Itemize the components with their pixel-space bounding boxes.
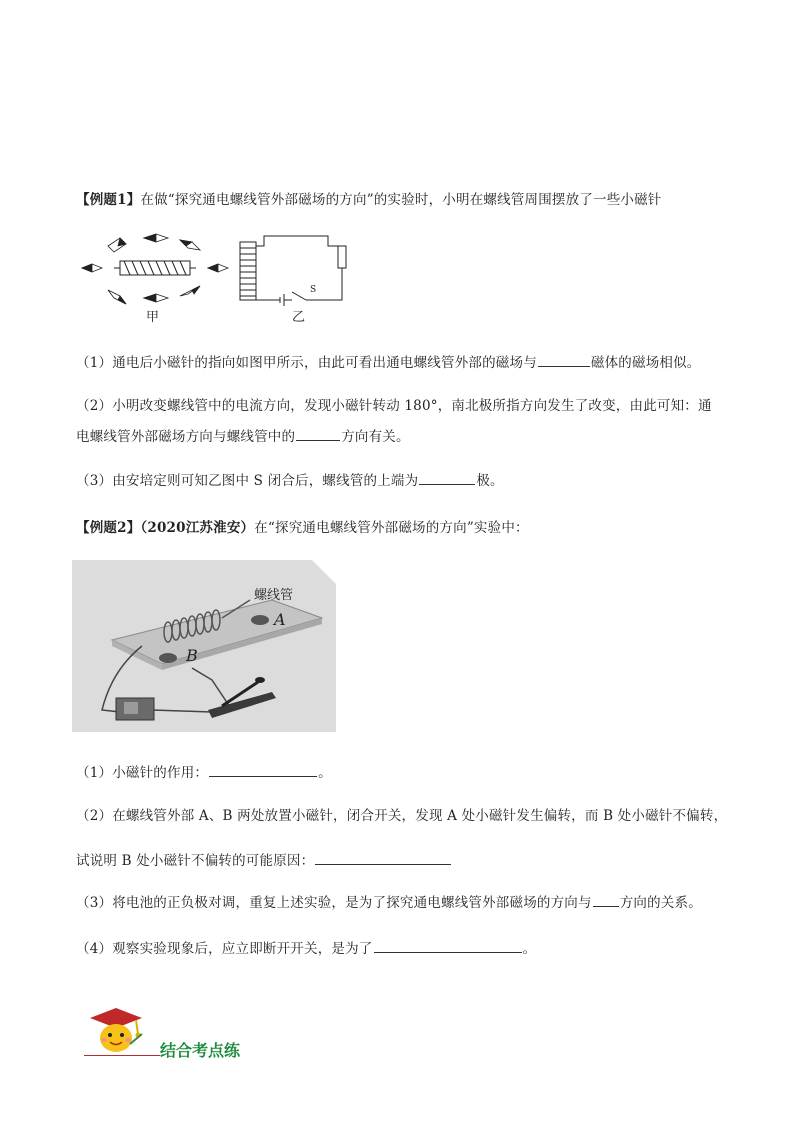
compass-a-label: A [274,610,286,629]
example1-tag: 【例题1】 [76,192,141,208]
example1-q3-blank[interactable] [419,470,475,485]
figure-jia-label: 甲 [146,310,160,325]
example2-q4-post: 。 [522,941,537,957]
example1-q3-post: 极。 [476,473,504,489]
example2-q3-blank[interactable] [593,892,619,907]
example1-title-text: 在做“探究通电螺线管外部磁场的方向”的实验时，小明在螺线管周围摆放了一些小磁针 [140,192,662,208]
example2-q4-pre: （4）观察实验现象后，应立即断开开关，是为了 [76,941,373,957]
example2-q3-pre: （3）将电池的正负极对调，重复上述实验，是为了探究通电螺线管外部磁场的方向与 [76,895,592,911]
section-title: 结合考点练 [160,1041,241,1060]
example2-q2-line2 [76,850,452,871]
example2-tag: 【例题2】 [76,520,141,536]
figure-yi-label: 乙 [292,310,306,325]
example2-q2-line1: （2）在螺线管外部 A、B 两处放置小磁针，闭合开关，发现 A 处小磁针发生偏转，而 B 处小磁针不偏转， [76,808,728,824]
example1-q1-pre: （1）通电后小磁针的指向如图甲所示，由此可看出通电螺线管外部的磁场与 [76,355,537,371]
example1-q2-line1: （2）小明改变螺线管中的电流方向，发现小磁针转动 180°，南北极所指方向发生了改变，由此可知：通 [76,398,712,414]
example2-q4-blank[interactable] [374,938,522,953]
coil-label: 螺线管 [254,588,294,603]
compass-b-label: B [186,646,198,665]
example1-q3-pre: （3）由安培定则可知乙图中 S 闭合后，螺线管的上端为 [76,473,419,489]
example1-q1-blank[interactable] [538,352,590,367]
example2-q1 [76,762,332,783]
example1-q2-post: 方向有关。 [341,429,410,445]
example2-source: （2020江苏淮安） [140,520,255,536]
mascot-graduate-icon [84,1004,148,1056]
example2-q2-pre: 试说明 B 处小磁针不偏转的可能原因： [76,853,315,869]
example2-title [76,518,529,538]
example2-q1-pre: （1）小磁针的作用： [76,765,209,781]
example2-q1-post: 。 [318,765,332,781]
example2-q3-post: 方向的关系。 [619,895,702,911]
example1-q2-pre: 电螺线管外部磁场方向与螺线管中的 [76,429,296,445]
example2-q3 [76,892,702,913]
example1-q2-blank[interactable] [296,426,340,441]
example1-q3 [76,470,504,491]
experiment-photo-drawing [72,560,336,732]
example1-q2-line2 [76,426,410,447]
example2-q2-blank[interactable] [315,850,451,865]
example2-q4 [76,938,536,959]
example2-q1-blank[interactable] [209,762,317,777]
section-underline [84,1055,160,1056]
example1-q1-post: 磁体的磁场相似。 [590,355,701,371]
example1-title [76,190,662,210]
example2-title-text: 在“探究通电螺线管外部磁场的方向”实验中： [254,520,529,536]
figure-yi-circuit [234,228,354,308]
example1-q1 [76,352,701,373]
switch-label: S [310,285,317,295]
experiment-photo [72,560,336,732]
